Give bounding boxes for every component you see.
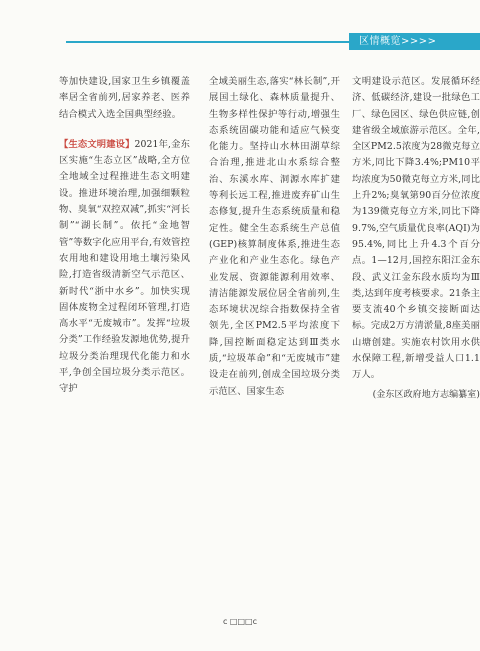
text-column-3	[352, 74, 480, 403]
text-column-2	[209, 74, 340, 400]
text-column-1	[59, 74, 190, 398]
paragraph-text: 2021年,金东区实施“生态立区”战略,全方位全地域全过程推进生态文明建设。推进环境治理,加强细颗粒物、臭氧“双控双减”,抓实“河长制”“湖长制”。依托“金地智管”等数字化应用平台,有效管控农用地和建设用地土壤污染风险,打造省级清新空气示范区、新时代“浙中水乡”。加快实现固体废物全过程闭环管理,打造高水平“无废城市”。发挥“垃圾分类”工作经验发源地优势,提升垃圾分类治理现代化能力和水平,争创全国垃圾分类示范区。守护	[59, 138, 190, 395]
page-footer: c □□□c	[222, 617, 257, 626]
section-heading: 【生态文明建设】	[59, 138, 135, 150]
section-tab: 区情概览>>>>	[349, 33, 480, 50]
paragraph: 全域美丽生态,落实“林长制”,开展国土绿化、森林质量提升、生物多样性保护等行动,增强生态系统固碳功能和适应气候变化能力。坚持山水林田湖草综合治理,推进北山水系综合整治、东溪水库、洞源水库扩建等利长远工程,推进废弃矿山生态修复,提升生态系统质量和稳定性。健全生态系统生产总值(GEP)核算制度体系,推进生态产业化和产业生态化。绿色产业发展、资源能源利用效率、清洁能源发展位居全省前列,生态环境状况综合指数保持全省领先,全区PM2.5平均浓度下降,国控断面稳定达到Ⅲ类水质,“垃圾革命”和“无废城市”建设走在前列,创成全国垃圾分类示范区、国家生态	[209, 76, 340, 397]
section-banner	[0, 33, 480, 50]
paragraph	[59, 137, 190, 398]
paragraph: 文明建设示范区。发展循环经济、低碳经济,建设一批绿色工厂、绿色园区、绿色供应链,创建省级全域旅游示范区。全年,全区PM2.5浓度为28微克每立方米,同比下降3.4%;PM10平均浓度为50微克每立方米,同比上升2%;臭氧第90百分位浓度为139微克每立方米,同比下降9.7%,空气质量优良率(AQI)为95.4%,同比上升4.3个百分点。1—12月,国控东阳江金东段、武义江金东段水质均为Ⅲ类,达到年度考核要求。21条主要支流40个乡镇交接断面达标。完成2万方清淤量,8座美丽山塘创建。实施农村饮用水供水保障工程,新增受益人口1.1万人。	[352, 76, 480, 381]
paragraph: 等加快建设,国家卫生乡镇覆盖率居全省前列,居家养老、医养结合模式入选全国典型经验。	[59, 76, 190, 120]
source-credit: (金东区政府地方志编纂室)	[372, 389, 480, 400]
